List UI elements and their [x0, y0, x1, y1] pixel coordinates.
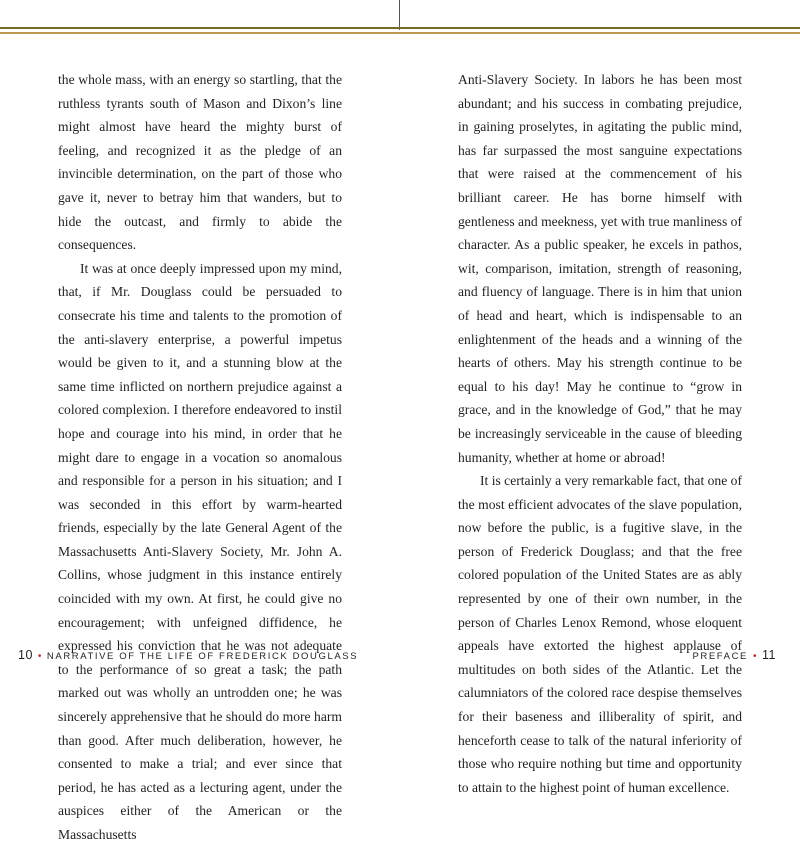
right-page-footer	[692, 648, 776, 662]
header-rule-bottom	[0, 32, 800, 34]
left-page-text	[58, 68, 342, 847]
page-gutter	[399, 0, 400, 30]
right-paragraph-1: Anti-Slavery Society. In labors he has been most abundant; and his success in combating prejudice, in gaining proselytes, in agitating the public mind, has far surpassed the most sanguine expectations that were raised at the commencement of his brilliant career. He has borne himself with gentleness and meekness, yet with true manliness of character. As a public speaker, he excels in pathos, wit, comparison, imitation, strength of reasoning, and fluency of language. There is in him that union of head and heart, which is indispensable to an enlightenment of the heads and a winning of the hearts of others. May his strength continue to be equal to his day! May he continue to “grow in grace, and in the knowledge of God,” that he may be increasingly serviceable in the cause of bleeding humanity, whether at home or abroad!	[458, 72, 742, 465]
left-page-number: 10	[18, 648, 33, 662]
right-paragraph-2: It is certainly a very remarkable fact, that one of the most efficient advocates of the slave population, now before the public, is a fugitive slave, in the person of Frederick Douglass; and that the free colored population of the United States are as ably represented by one of their own number, in the person of Charles Lenox Remond, whose eloquent appeals have extorted the highest applause of multitudes on both sides of the Atlantic. Let the calumniators of the colored race despise themselves for their baseness and illiberality of spirit, and henceforth cease to talk of the natural inferiority of those who require nothing but time and opportunity to attain to the highest point of human excellence.	[458, 473, 742, 795]
header-rule-top	[0, 27, 800, 29]
footer-bullet-icon: •	[37, 651, 42, 662]
right-page-text	[458, 68, 742, 799]
right-page-number: 11	[762, 648, 776, 662]
left-page-footer	[18, 648, 358, 662]
left-running-head: NARRATIVE OF THE LIFE OF FREDERICK DOUGLASS	[46, 651, 359, 662]
left-paragraph-1: the whole mass, with an energy so startling, that the ruthless tyrants south of Mason and Dixon’s line might almost have heard the mighty burst of feeling, and recognized it as the pledge of an invincible determination, on the part of those who gave it, never to betray him that wanders, but to hide the outcast, and firmly to abide the consequences.	[58, 72, 342, 253]
left-paragraph-2: It was at once deeply impressed upon my mind, that, if Mr. Douglass could be persuaded to consecrate his time and talents to the promotion of the anti-slavery enterprise, a powerful impetus would be given to it, and a stunning blow at the same time inflicted on northern prejudice against a colored complexion. I therefore endeavored to instil hope and courage into his mind, in order that he might dare to engage in a vocation so anomalous and responsible for a person in his situation; and I was seconded in this effort by warm-hearted friends, especially by the late General Agent of the Massachusetts Anti-Slavery Society, Mr. John A. Collins, whose judgment in this instance entirely coincided with my own. At first, he could give no encouragement; with unfeigned diffidence, he expressed his conviction that he was not adequate to the performance of so great a task; the path marked out was wholly an untrodden one; he was sincerely apprehensive that he should do more harm than good. After much deliberation, however, he consented to make a trial; and ever since that period, he has acted as a lecturing agent, under the auspices either of the American or the Massachusetts	[58, 260, 342, 842]
footer-bullet-icon: •	[753, 651, 758, 662]
right-running-head: PREFACE	[692, 651, 748, 662]
